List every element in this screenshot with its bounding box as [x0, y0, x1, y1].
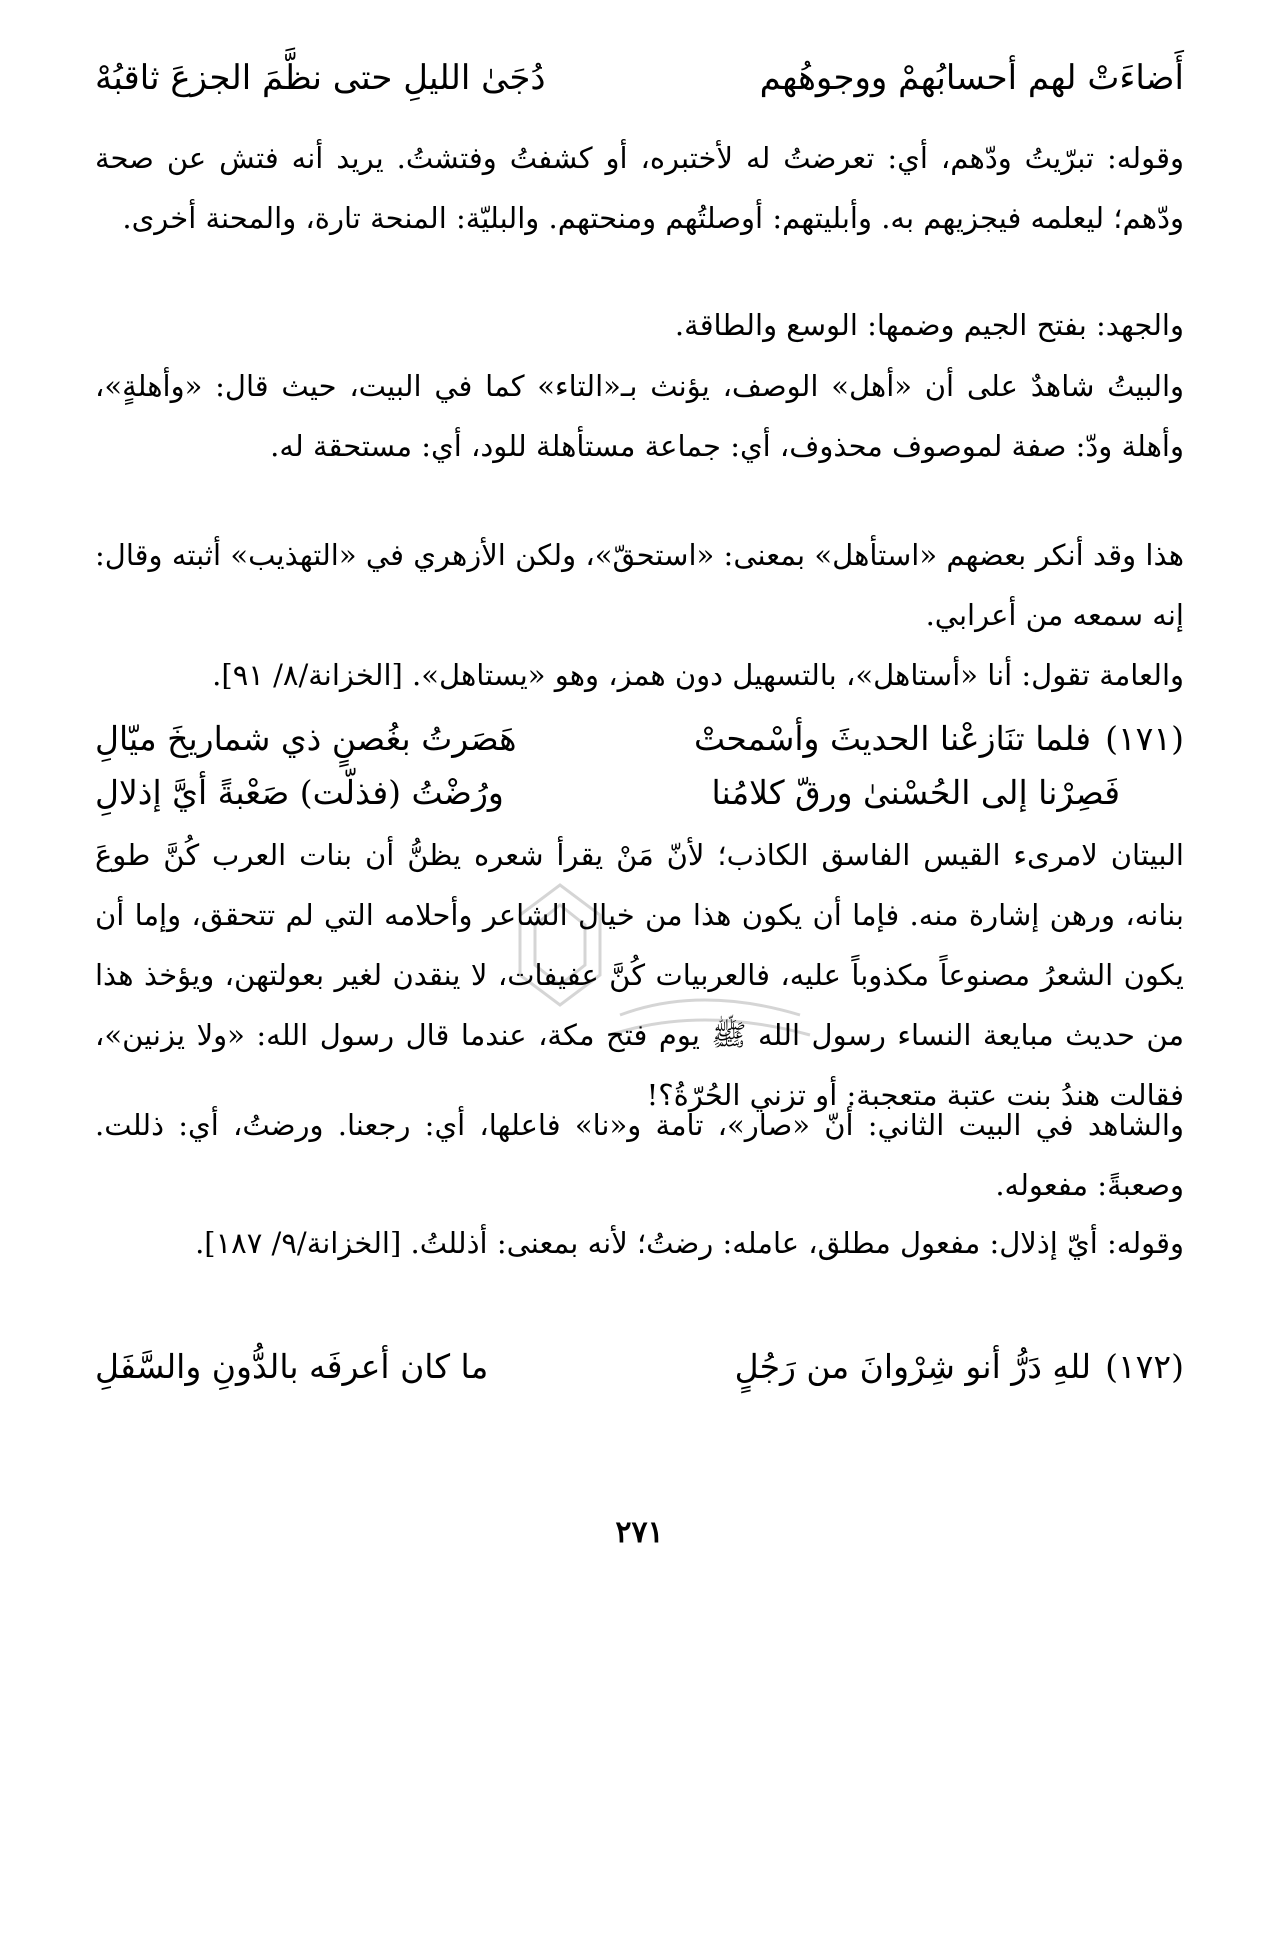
verse-171-line2-first: فَصِرْنا إلى الحُسْنىٰ ورقّ كلامُنا — [711, 773, 1120, 812]
paragraph-shahid-sar: والشاهد في البيت الثاني: أنّ «صار»، تامة و«نا» فاعلها، أي: رجعنا. ورضتُ، أي: ذللت. وصعبةً: مفعوله. — [95, 1108, 1184, 1202]
verse-171-line2-second: ورُضْتُ (فذلّت) صَعْبةً أيَّ إذلالِ — [95, 773, 504, 812]
verse-171 — [95, 712, 1184, 832]
paragraph-jahd: والجهد: بفتح الجيم وضمها: الوسع والطاقة. — [674, 308, 1184, 342]
verse-number: (١٧١) — [1105, 719, 1184, 758]
page-number: ٢٧١ — [615, 1515, 664, 1550]
paragraph-imru-al-qays: البيتان لامرىء القيس الفاسق الكاذب؛ لأنّ مَنْ يقرأ شعره يظنُّ أن بنات العرب كُنَّ طوعَ بنانه، ورهن إشارة منه. فإما أن يكون هذا من خيال الشاعر وأحلامه التي لم تتحقق، وإما أن يكون الشعرُ مصنوعاً مكذوباً عليه، فالعربيات كُنَّ عفيفات، لا ينقدن لغير بعولتهن، ويؤخذ هذا من حديث مبايعة النساء رسول الله ﷺ يوم فتح مكة، عندما قال رسول الله: «ولا يزنين»، فقالت هندُ بنت عتبة متعجبة: أو تزني الحُرّةُ؟! — [95, 838, 1184, 1112]
verse-first-half: أَضاءَتْ لهم أحسابُهمْ ووجوهُهم — [759, 58, 1184, 98]
verse-172 — [95, 1340, 1184, 1394]
verse-second-half: دُجَىٰ الليلِ حتى نظَّمَ الجزعَ ثاقبُهْ — [95, 58, 546, 98]
paragraph-idhlal: وقوله: أيّ إذلال: مفعول مطلق، عامله: رضتُ؛ لأنه بمعنى: أذللتُ. [الخزانة/٩/ ١٨٧]. — [195, 1226, 1184, 1260]
paragraph-amma: والعامة تقول: أنا «أستاهل»، بالتسهيل دون همز، وهو «يستاهل». [الخزانة/٨/ ٩١]. — [212, 658, 1184, 692]
verse-172-second-half: ما كان أعرفَه بالدُّونِ والسَّفَلِ — [95, 1347, 489, 1386]
verse-171-line1-first: فلما تنَازعْنا الحديثَ وأسْمحتْ — [693, 719, 1092, 758]
paragraph-istahal: هذا وقد أنكر بعضهم «استأهل» بمعنى: «استحقّ»، ولكن الأزهري في «التهذيب» أثبته وقال: إنه سمعه من أعرابي. — [95, 538, 1184, 632]
paragraph-shahid-ahl: والبيتُ شاهدٌ على أن «أهل» الوصف، يؤنث بـ«التاء» كما في البيت، حيث قال: «وأهلةٍ»، وأهلة ودّ: صفة لموصوف محذوف، أي: جماعة مستأهلة للود، أي: مستحقة له. — [95, 369, 1184, 463]
paragraph-tabarraytu: وقوله: تبرّيتُ ودّهم، أي: تعرضتُ له لأختبره، أو كشفتُ وفتشتُ. يريد أنه فتش عن صحة ودّهم؛ ليعلمه فيجزيهم به. وأبليتهم: أوصلتُهم ومنحتهم. والبليّة: المنحة تارة، والمحنة أخرى. — [95, 141, 1184, 235]
verse-top — [95, 58, 1184, 99]
verse-number: (١٧٢) — [1105, 1347, 1184, 1386]
verse-172-first-half: للهِ دَرُّ أنو شِرْوانَ من رَجُلٍ — [734, 1347, 1092, 1386]
verse-171-line1-second: هَصَرتُ بغُصنٍ ذي شماريخَ ميّالِ — [95, 719, 517, 758]
